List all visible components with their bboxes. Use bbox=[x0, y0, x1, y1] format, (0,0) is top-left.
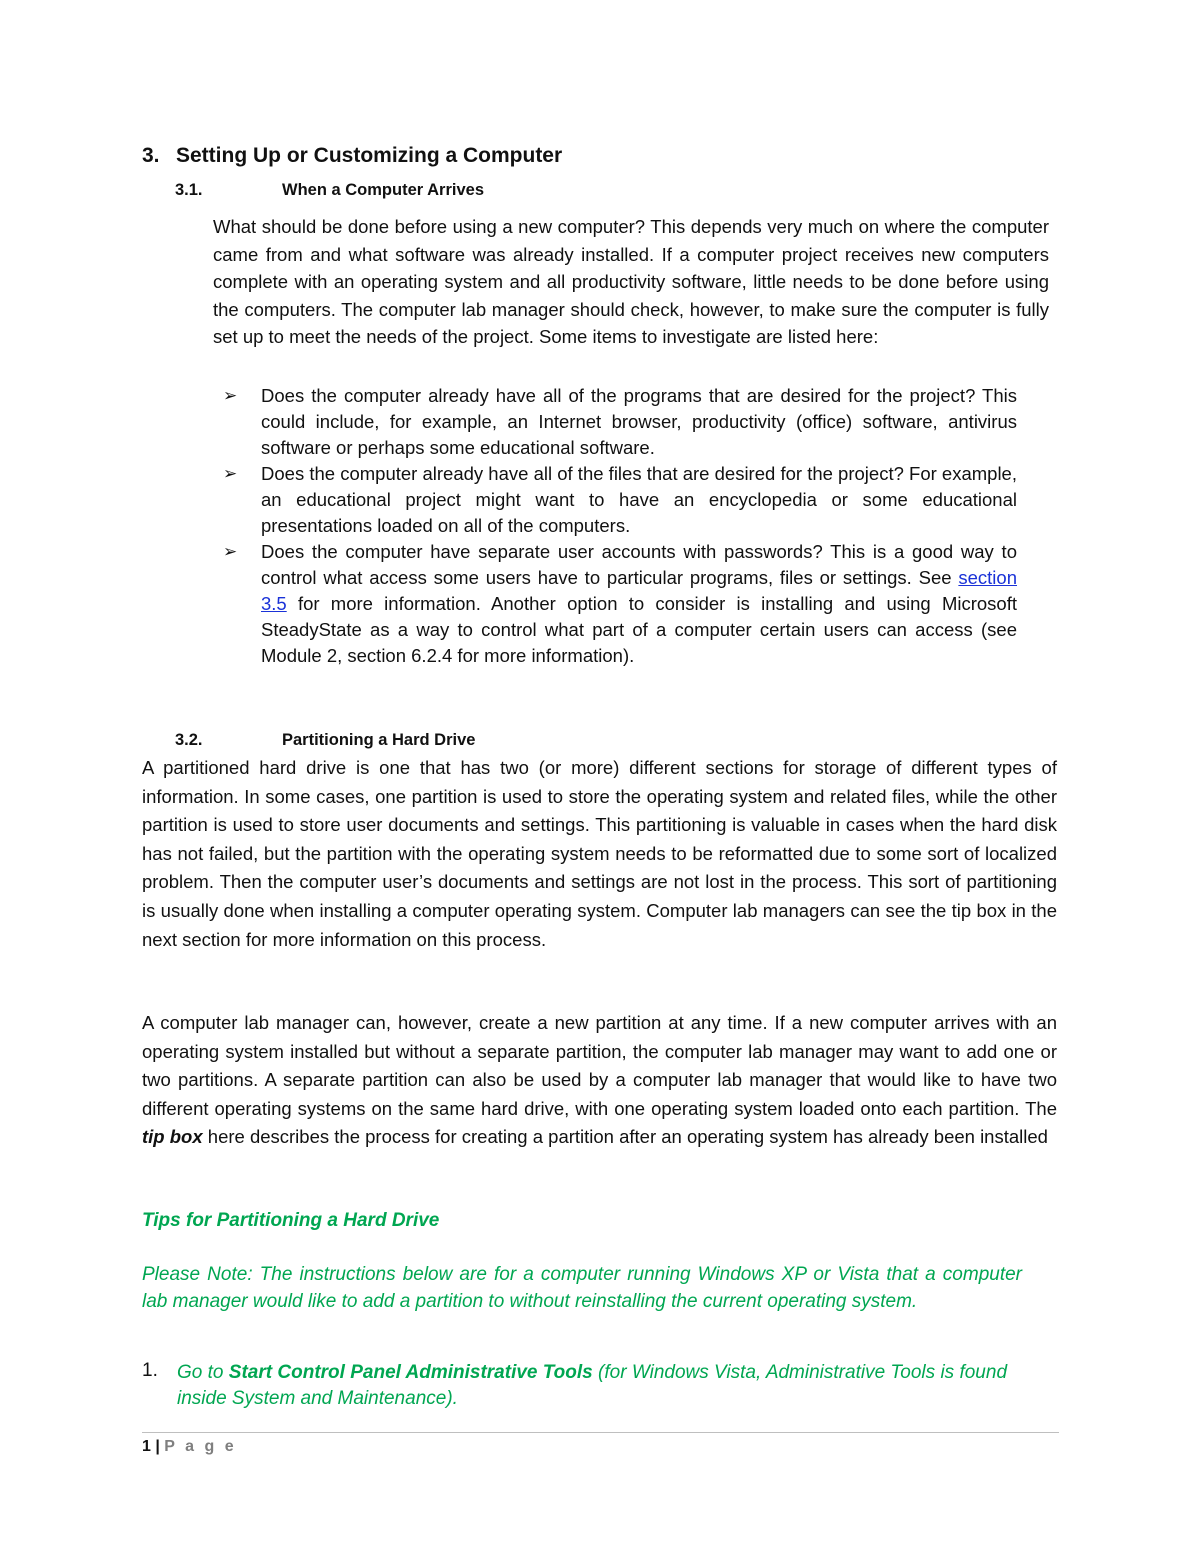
bullet-text: Does the computer already have all of the files that are desired for the project? For example, an educational project might want to have an encyclopedia or some educational presentations loaded on all of the computers. bbox=[261, 463, 1017, 536]
bullet-text: Does the computer already have all of the programs that are desired for the project? This could include, for example, an Internet browser, productivity (office) software, antivirus software or perhaps some educational software. bbox=[261, 385, 1017, 458]
section-3-2-heading bbox=[175, 731, 475, 750]
footer-separator: | bbox=[155, 1438, 160, 1455]
step-text: (for Windows Vista, Administrative Tools is found inside System and Maintenance). bbox=[177, 1362, 1008, 1409]
step-text: Go to bbox=[177, 1362, 229, 1383]
section-number: 3. bbox=[142, 144, 160, 167]
arrow-bullet-icon: ➢ bbox=[223, 464, 238, 483]
step-number: 1. bbox=[142, 1360, 158, 1381]
subsection-title: When a Computer Arrives bbox=[282, 181, 485, 199]
tip-box-emphasis: tip box bbox=[142, 1126, 203, 1148]
partition-paragraph-2 bbox=[142, 1009, 1057, 1152]
bullet-text-before: Does the computer have separate user accounts with passwords? This is a good way to control what access some users have to particular programs, files or settings. See bbox=[261, 541, 1017, 588]
subsection-title: Partitioning a Hard Drive bbox=[282, 731, 476, 749]
intro-paragraph: What should be done before using a new computer? This depends very much on where the computer came from and what software was already installed. If a computer project receives new computers complete with an operating system and all productivity software, little needs to be done before using the computers. The computer lab manager should check, however, to make sure the computer is fully set up to meet the needs of the project. Some items to investigate are listed here: bbox=[213, 216, 1049, 348]
bullet-text bbox=[261, 539, 1017, 669]
arrow-bullet-icon: ➢ bbox=[223, 386, 238, 405]
paragraph-text: here describes the process for creating a partition after an operating system has already been installed bbox=[202, 1126, 1048, 1148]
page-number: 1 bbox=[142, 1438, 151, 1455]
subsection-number: 3.1. bbox=[175, 181, 203, 199]
bullet-item bbox=[223, 539, 1017, 695]
section-3-heading bbox=[142, 144, 562, 168]
footer-divider bbox=[142, 1432, 1059, 1433]
bullet-text-after: for more information. Another option to consider is installing and using Microsoft SteadyState as a way to control what part of a computer certain users can access (see Module 2, section 6.2.4 for more information). bbox=[261, 593, 1017, 666]
page-footer bbox=[142, 1438, 237, 1456]
subsection-number: 3.2. bbox=[175, 731, 203, 749]
step-path: Start Control Panel Administrative Tools bbox=[228, 1362, 593, 1383]
partition-paragraph-1: A partitioned hard drive is one that has two (or more) different sections for storage of different types of information. In some cases, one partition is used to store the operating system and related files, while the other partition is used to store user documents and settings. This partitioning is valuable in cases when the hard disk has not failed, but the partition with the operating system needs to be reformatted due to some sort of localized problem. Then the computer user’s documents and settings are not lost in the process. This sort of partitioning is usually done when installing a computer operating system. Computer lab managers can see the tip box in the next section for more information on this process. bbox=[142, 757, 1057, 950]
bullet-item bbox=[223, 461, 1017, 539]
page-label: P a g e bbox=[164, 1438, 237, 1455]
section-3-1-heading bbox=[175, 181, 484, 200]
tips-title: Tips for Partitioning a Hard Drive bbox=[142, 1210, 440, 1231]
arrow-bullet-icon: ➢ bbox=[223, 542, 238, 561]
tips-note: Please Note: The instructions below are for a computer running Windows XP or Vista that a computer lab manager would like to add a partition to without reinstalling the current operating system. bbox=[142, 1264, 1022, 1312]
section-3-5-link[interactable]: section 3.5 bbox=[261, 567, 1017, 614]
paragraph-text: A computer lab manager can, however, create a new partition at any time. If a new computer arrives with an operating system installed but without a separate partition, the computer lab manager may want to add one or two partitions. A separate partition can also be used by a computer lab manager that would like to have two different operating systems on the same hard drive, with one operating system loaded onto each partition. The bbox=[142, 1012, 1057, 1119]
section-title: Setting Up or Customizing a Computer bbox=[176, 144, 563, 167]
step-1 bbox=[177, 1360, 1007, 1412]
bullet-item bbox=[223, 383, 1017, 461]
